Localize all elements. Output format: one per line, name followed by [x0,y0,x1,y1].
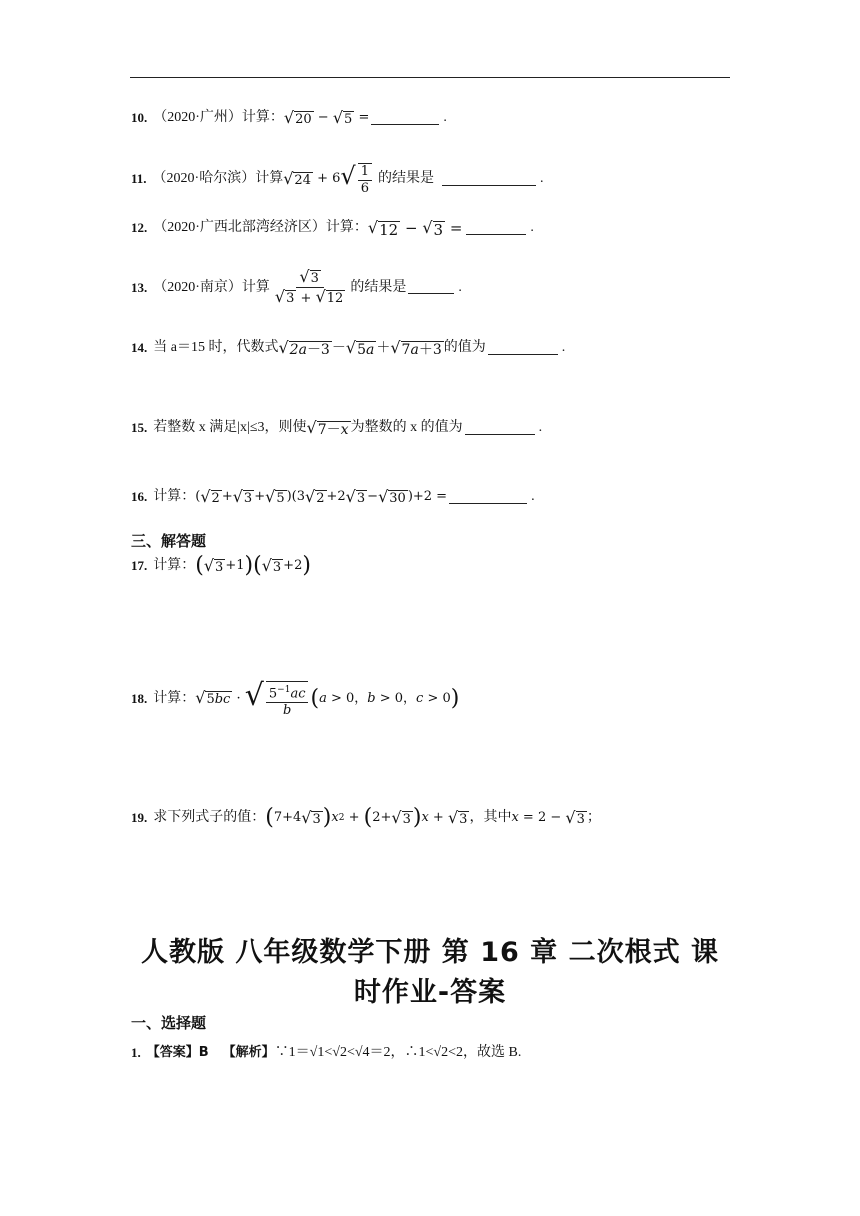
problem-number: 10. [131,110,148,125]
answer-number: 1. [131,1045,141,1060]
condition-expression: x = 2 − √ 3 [511,807,585,827]
header-rule [130,77,730,78]
problem-number: 17. [131,558,148,573]
problem-11: 11. （2020·哈尔滨）计算 √ 24 + 6 √ $\frac{1}{6}$ 的结果是 . [131,162,544,196]
problem-number: 18. [131,690,148,706]
math-expression: √ 20 − √ 5 = [283,107,370,127]
math-expression: √ 12 − √ 3 = [367,217,463,239]
problem-number: 19. [131,810,148,825]
answer-blank[interactable] [449,491,527,504]
problem-text: 求下列式子的值： [153,810,266,825]
problem-text: （2020·广州）计算： [153,110,284,125]
problem-end: ； [586,810,601,825]
math-expression: ( 7+4 √ 3 ) x 2 + ( 2+ √ 3 ) x + √ 3 [265,805,468,830]
problem-14: 14. 当 a＝15 时，代数式 √ 2a－3 － √ 5a ＋ √ 7a＋3 的值为 . [131,337,566,358]
answer-blank[interactable] [408,281,454,294]
math-expression: √ 3 √ 3 + √ 12 [274,267,344,306]
math-expression: ( √ 3 +1 ) ( √ 3 +2 ) [195,553,311,578]
analysis-label: 【解析】 [222,1045,275,1060]
problem-number: 15. [131,420,148,435]
answer-blank[interactable] [442,173,536,186]
problem-number: 13. [131,279,148,295]
problem-12: 12. （2020·广西北部湾经济区）计算： √ 12 − √ 3 = . [131,217,534,239]
problem-13: 13. （2020·南京）计算 √ 3 √ 3 + √ 12 的结果是 . [131,267,462,306]
problem-text: 若整数 x 满足|x|≤3，则使 [153,420,307,435]
problem-text-tail: 为整数的 x 的值为 [350,420,463,435]
problem-number: 11. [131,171,147,186]
math-expression: √ 24 + 6 √ $\frac{1}{6}$ [283,161,374,197]
answer-blank[interactable] [488,342,558,355]
problem-10: 10. （2020·广州）计算： √ 20 − √ 5 = . [131,107,447,127]
problem-18 [131,678,459,719]
problem-text: （2020·南京）计算 [153,279,270,295]
problem-text: 当 a＝15 时，代数式 [153,340,279,355]
analysis-text: ∵1＝√1<√2<√4＝2，∴1<√2<2，故选 B. [274,1045,522,1060]
problem-number: 14. [131,340,148,355]
problem-text: 计算： [153,690,196,706]
answer-blank[interactable] [371,112,439,125]
problem-text: 计算： [153,489,196,504]
problem-text-tail: 的结果是 [350,279,407,295]
math-expression: √ 7－x [306,417,349,438]
answer-blank[interactable] [466,222,526,235]
answer-title-line2: 时作业-答案 [353,977,507,1008]
problem-text: 计算： [153,558,196,573]
math-expression: √ 5bc · √ $\frac{5^{-1}ac}{b}$ ( a > 0， b > 0， c > 0 ) [195,678,460,719]
problem-number: 12. [131,220,148,235]
answer-title-line1: 人教版 八年级数学下册 第 16 章 二次根式 课 [141,937,719,968]
problem-15: 15. 若整数 x 满足|x|≤3，则使 √ 7－x 为整数的 x 的值为 . [131,417,543,438]
problem-number: 16. [131,489,148,504]
problem-16: 16. 计算： ( √ 2 + √ 3 + √ 5 )(3 √ 2 +2 √ 3 − √ 30 )+2 = . [131,486,535,506]
problem-text-tail: 的值为 [443,340,486,355]
problem-text-tail: 的结果是 [377,171,434,186]
answer-blank[interactable] [465,422,535,435]
problem-text: （2020·广西北部湾经济区）计算： [153,220,368,235]
problem-19 [131,807,601,829]
section-heading-answers: 三、解答题 [131,532,207,550]
answer-1 [131,1043,521,1063]
problem-17 [131,555,311,577]
problem-text-tail: ，其中 [469,810,512,825]
problem-text: （2020·哈尔滨）计算 [152,171,284,186]
section-heading-choice: 一、选择题 [131,1014,207,1032]
answer-label: 【答案】B [146,1045,209,1060]
math-expression: ( √ 2 + √ 3 + √ 5 )(3 √ 2 +2 √ 3 − √ 30 )+2 = [195,486,448,506]
math-expression: √ 2a－3 － √ 5a ＋ √ 7a＋3 [278,337,442,358]
